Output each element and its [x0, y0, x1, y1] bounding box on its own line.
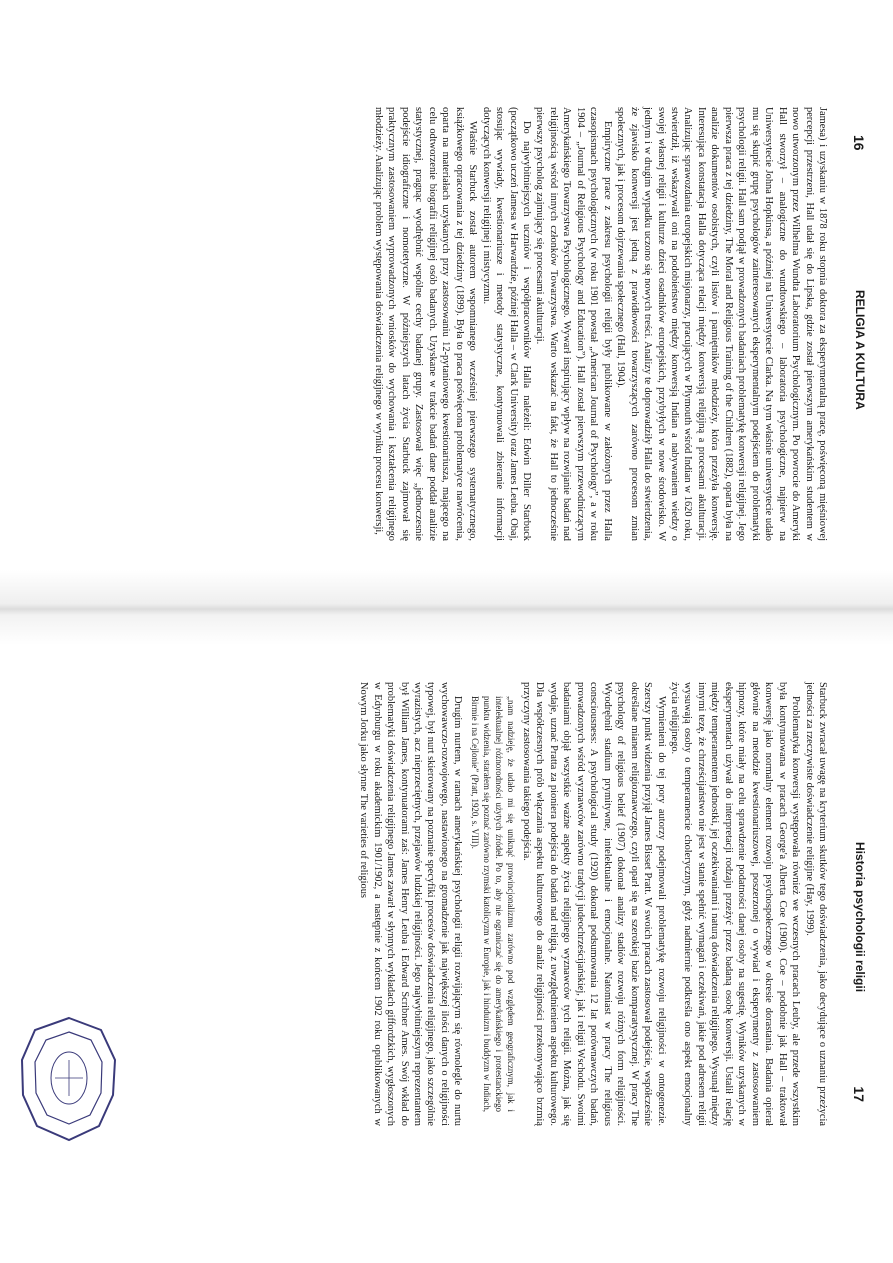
right-page-body: [24, 682, 829, 1126]
left-page-body: [24, 107, 829, 541]
right-paragraph-2: Problematyka konwersji występowała również we wczesnych pracach Leuby, ale przede wszystkim była kontynuowana w pracach George'a Alberta Coe (1900). Coe – podobnie jak Hall – traktował konwersję jako normalny element rozwoju psychospołecznego w okresie dorastania. Badania opierał głównie na metodzie kwestionariuszowej, poszerzonej o wywiad i eksperymenty z zastosowaniem hipnozy, które miały na celu sprawdzenie podatności danej osoby na sugestię. Wyników uzyskanych w eksperymentach używał do interpretacji rodzaju przeżyć przez badaną osobę konwersji. Ustalił relację między temperamentem jednostki, jej oczekiwaniami i naturą doświadczenia religijnego. Wysunął między innymi tezę, że chrześcijaństwo nie jest w stanie spełnić wymagań i oczekiwań, jakie pod adresem religii wysuwają osoby o temperamencie cholerycznym, gdyż nadmiernie podkreśla ono aspekt emocjonalny życia religijnego.: [669, 682, 802, 1126]
left-paragraph-3: Do najwybitniejszych uczniów i współpracowników Halla należeli: Edwin Diller Starbuck (początkowo uczeń Jamesa w Harwardzie, później Halla – w Clark University) oraz James Leuba. Obaj, stosując wywiady, kwestionariusze i metody statystyczne, kontynuowali zbieranie informacji dotyczących konwersji religijnej i mistycyzmu.: [480, 107, 533, 541]
right-page: [0, 650, 893, 1150]
library-stamp-icon: [16, 1000, 121, 1150]
left-paragraph-1: Jamesa) i uzyskaniu w 1878 roku stopnia doktora za eksperymentalną pracę, poświęconą mięśniowej percepcji przestrzeni, Hall udał się do Lipska, gdzie został pierwszym amerykańskim studentem w nowo utworzonym przez Wilhelma Wundta Laboratorium Psychologicznym. Po powrocie do Ameryki Hall stworzył – analogiczne do wundtowskiego – laboratoria psychologiczne, najpierw na Uniwersytecie Johna Hopkinsa, a później na Uniwersytecie Clarka. Na tym właśnie uniwersytecie udało mu się skupić grupę psychologów zainteresowanych eksperymentalnym podejściem do problematyki psychologii religii. Hall sam podjął w prowadzonych badaniach problematykę konwersji religijnej. Jego pierwsza praca z tej dziedziny, The Moral and Religious Training of the Children (1882), oparta była na analizie dokumentów osobistych, czyli listów i pamiętników młodzieży, która przeżyła konwersję. Interesująca konstatacja Halla dotycząca relacji między konwersją religijną a procesami akulturacji. Analizując sprawozdania europejskich misjonarzy, pracujących w Plymouth wśród Indian w 1620 roku, stwierdził, iż wskazywali oni na podobieństwo między konwersją Indian a nabywaniem wiedzy o swojej własnej religii i kulturze dzieci osadników europejskich, przybyłych w nowe środowisko. W jednym i w drugim wypadku uczono się nowych treści. Analizy te doprowadziły Halla do stwierdzenia, że zjawisko konwersji jest jedną z prawidłowości towarzyszących zarówno procesom zmian społecznych, jak i procesom dojrzewania społecznego (Hall, 1904).: [615, 107, 828, 541]
right-page-number: 17: [851, 1086, 867, 1102]
block-quote: „nam nadzieję, że udało mi się uniknąć prowincjonalizmu zarówno pod względem geograficznym, jak i intelektualnej różnorodności użytych źródeł. Po to, aby nie ograniczać się do amerykańskiego i protestanckiego punktu widzenia, starałem się poznać zarówno rzymski katolicyzm w Europie, jak i hinduizm i buddyzm w Indiach, Birmie i na Cejlonie” (Pratt, 1920, s. VIII).: [470, 696, 516, 1112]
left-paragraph-4: Właśnie Starbuck został autorem wspomnianego wcześniej pierwszego systematycznego, książkowego opracowania z tej dziedziny (1899). Była to praca poświęcona problematyce nawrócenia, oparta na materiałach uzyskanych przy zastosowaniu 12-pytaniowego kwestionariusza, mającego na celu odtworzenie biografii religijnej osób badanych. Uzyskane w trakcie badań dane poddał analizie statystycznej, pragnąc wyodrębnić wspólne cechy badanej grupy. Zastosował więc „jednoczesnie podejście idiograficzne i nomotetyczne. W późniejszych latach życia Starbuck zajmował się praktycznym zastosowaniem wyprowadzonych wniosków do wychowania i kształcenia religijnego młodzieży. Analizując problem występowania doświadczenia religijnego w wyniku procesu konwersji,: [373, 107, 479, 541]
right-paragraph-4: Drugim nurtem, w ramach amerykańskiej psychologii religii rozwijającym się równolegle do nurtu wychowawczo-rozwojowego, nastawionego na gromadzenie jak największej ilości danych o religijności typowej, był nurt skierowany na poznanie specyfiki procesów doświadczenia religijnego, jako szczególnie wyrazistych, acz nieprzeciętnych, przejawów ludzkiej religijności. Jego najwybitniejszym reprezentantem był William James, kontynuatorami zaś: James Henry Leuba i Edward Scribner Ames. Swój wkład do problematyki doświadczenia religijnego James zawarł w słynnych wykładach giffordzkich, wygłoszonych w Edynburgu w roku akademickim 1901/1902, a następnie z końcem 1902 roku opublikowanych w Nowym Jorku jako słynne The varieties of religious: [358, 682, 464, 1126]
right-running-title: Historia psychologii religii: [853, 842, 867, 993]
left-running-title: RELIGIA A KULTURA: [853, 290, 867, 410]
left-paragraph-2: Empiryczne prace z zakresu psychologii religii były publikowane w założonych przez Halla czasopismach psychologicznych (w roku 1901 powstał „American Journal of Psychology”, a w roku 1904 – „Journal of Religious Psychology and Education”). Hall został pierwszym przewodniczącym Amerykańskiego Towarzystwa Psychologicznego. Wywarł inspirujący wpływ na rozwijanie badań nad religijnością wśród innych członków Towarzystwa. Warto wskazać na fakt, że Hall to jednocześnie pierwszy psycholog zajmujący się procesami akulturacji.: [534, 107, 613, 541]
right-paragraph-1: Starbuck zwracał uwagę na kryterium skutków tego doświadczenia, jako decydujące o uznaniu przeżycia jedności za rzeczywiste doświadczenie religijne (Hay, 1999).: [803, 682, 828, 1126]
book-gutter-shadow: [0, 570, 893, 645]
right-paragraph-3: Wymienieni do tej pory autorzy podejmowali problematykę rozwoju religijności w ontogenezie. Szerszy punkt widzenia przyjął James Bisset Pratt. W swoich pracach zastosował podejście, współcześnie określane mianem religioznawczego, czyli oparł się na szerokiej bazie komparatystycznej. W pracy The psychology of religious belief (1907) dokonał analizy stadiów rozwoju różnych form religijności. Wyodrębnił stadium prymitywne, intelektualne i emocjonalne. Natomiast w pracy The religious consciousness: A psychological study (1920) dokonał podsumowania 12 lat porównawczych badań, prowadzonych wśród wyznawców zarówno tradycji judeochrześcijańskiej, jak i religii Wschodu. Swoimi badaniami objął wszystkie ważne aspekty życia religijnego wyznawców tych religii. Można, jak się wydaje, uznać Pratta za pioniera podejścia do badań nad religią, z uwzględnieniem aspektu kulturowego. Dla współczesnych prób włączania aspektu kulturowego do analiz religijności przekonywająco brzmią przyczyny zastosowania takiego podejścia.: [521, 682, 667, 1126]
right-page-header: [843, 650, 867, 1150]
left-page-header: [843, 75, 867, 565]
left-page-number: 16: [851, 135, 867, 151]
left-page: [0, 75, 893, 565]
